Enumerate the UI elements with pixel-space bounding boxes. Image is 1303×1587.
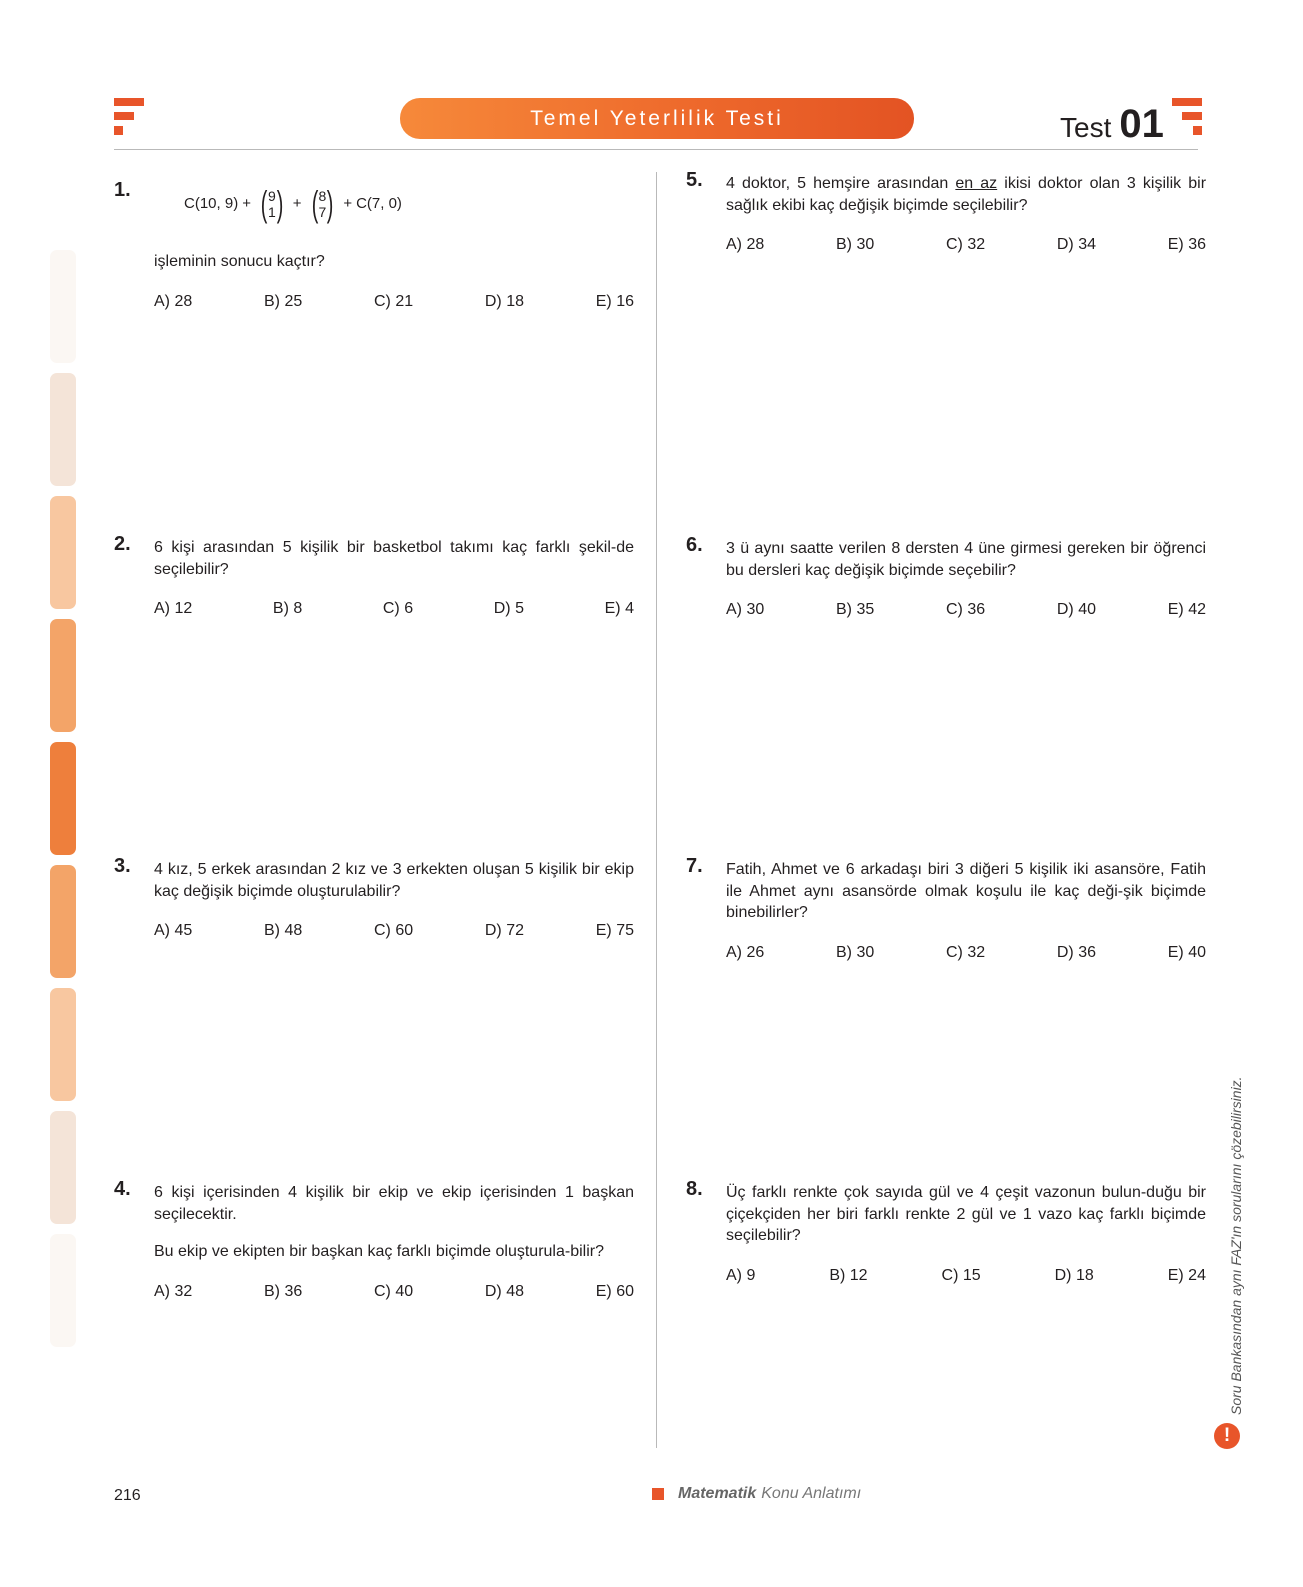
option-c[interactable]: C) 40 (374, 1282, 414, 1300)
option-e[interactable]: E) 60 (595, 1282, 634, 1300)
answer-options (154, 291, 634, 313)
binomial-2-top: 8 (318, 188, 327, 204)
binomial-1-top: 9 (267, 188, 276, 204)
formula-c1: C(10, 9) (184, 195, 239, 213)
option-c[interactable]: C) 32 (946, 943, 986, 961)
option-a[interactable]: A) 9 (726, 1266, 756, 1284)
brand-logo-left (114, 98, 144, 138)
side-tab (50, 373, 76, 486)
question-stem: Üç farklı renkte çok sayıda gül ve 4 çeşit vazonun bulun-duğu bir çiçekçiden her biri farklı renkte 2 gül ve 1 vazo kaç farklı biçimde seçilebilir? (726, 1184, 1206, 1244)
question-stem: Bu ekip ve ekipten bir başkan kaç farklı biçimde oluşturula-bilir? (154, 1243, 604, 1260)
question-number: 2. (114, 533, 131, 555)
question-8 (686, 1178, 1206, 1286)
answer-options (726, 1265, 1206, 1287)
exclamation-icon: ! (1214, 1423, 1240, 1449)
side-tab (50, 742, 76, 855)
option-d[interactable]: D) 18 (1054, 1266, 1094, 1284)
square-icon (652, 1488, 664, 1500)
option-e[interactable]: E) 42 (1167, 601, 1206, 618)
binomial-1-bottom: 1 (267, 204, 276, 220)
question-number: 7. (686, 855, 703, 877)
column-divider (656, 172, 657, 1448)
option-a[interactable]: A) 32 (154, 1282, 193, 1300)
question-number: 3. (114, 855, 131, 877)
option-a[interactable]: A) 28 (726, 236, 765, 253)
option-d[interactable]: D) 48 (484, 1282, 524, 1300)
option-b[interactable]: B) 30 (836, 236, 875, 253)
question-number: 6. (686, 534, 703, 556)
question-1 (114, 179, 634, 312)
option-e[interactable]: E) 36 (1167, 236, 1206, 253)
option-d[interactable]: D) 18 (484, 292, 524, 310)
question-2 (114, 533, 634, 620)
answer-options (726, 599, 1206, 621)
option-a[interactable]: A) 26 (726, 943, 765, 961)
test-number: 01 (1119, 102, 1164, 146)
option-b[interactable]: B) 48 (264, 922, 303, 939)
option-b[interactable]: B) 25 (264, 292, 303, 310)
side-tab (50, 988, 76, 1101)
option-e[interactable]: E) 40 (1167, 943, 1206, 961)
answer-options (154, 598, 634, 620)
question-4 (114, 1178, 634, 1302)
binomial-2-bottom: 7 (318, 204, 327, 220)
option-c[interactable]: C) 15 (941, 1266, 981, 1284)
option-d[interactable]: D) 72 (484, 922, 524, 939)
question-stem: 4 kız, 5 erkek arasından 2 kız ve 3 erkekten oluşan 5 kişilik bir ekip kaç değişik biçimde oluşturulabilir? (154, 861, 634, 900)
option-a[interactable]: A) 12 (154, 600, 193, 617)
option-b[interactable]: B) 35 (836, 601, 875, 618)
question-7 (686, 855, 1206, 963)
footer-book-title (652, 1485, 861, 1503)
test-label (1060, 102, 1164, 146)
option-e[interactable]: E) 75 (595, 922, 634, 939)
page-number: 216 (114, 1487, 141, 1504)
binomial-2: ( 8 7 ) (311, 183, 334, 224)
question-number: 5. (686, 169, 703, 191)
question-intro: 6 kişi içerisinden 4 kişilik bir ekip ve ekip içerisinden 1 başkan seçilecektir. (154, 1184, 634, 1223)
stem-part: ikisi doktor olan 3 kişilik bir sağlık ekibi kaç değişik biçimde seçilebilir? (726, 175, 1207, 214)
option-c[interactable]: C) 6 (382, 600, 414, 617)
header-divider (114, 149, 1198, 150)
side-tab (50, 865, 76, 978)
formula-plus: + (242, 195, 251, 213)
stem-part: 4 doktor, 5 hemşire arasından (726, 175, 956, 192)
side-tab (50, 496, 76, 609)
side-tab (50, 1111, 76, 1224)
option-a[interactable]: A) 28 (154, 292, 193, 310)
option-e[interactable]: E) 4 (604, 600, 634, 617)
formula-plus: + (292, 195, 302, 213)
brand-logo-right (1172, 98, 1202, 138)
option-d[interactable]: D) 40 (1056, 601, 1096, 618)
option-e[interactable]: E) 24 (1167, 1266, 1206, 1284)
book-title-rest: Konu Anlatımı (761, 1485, 862, 1502)
stem-underlined: en az (955, 175, 998, 192)
test-word: Test (1060, 112, 1112, 143)
option-b[interactable]: B) 12 (829, 1266, 868, 1284)
answer-options (726, 234, 1206, 256)
option-c[interactable]: C) 36 (946, 601, 986, 618)
side-note: Soru Bankasından aynı FAZ'ın sorularını çözebilirsiniz. (1228, 1076, 1244, 1415)
formula-plus: + (343, 195, 353, 213)
side-tab (50, 250, 76, 363)
side-tab (50, 619, 76, 732)
question-number: 1. (114, 179, 131, 201)
binomial-1: ( 9 1 ) (260, 183, 284, 224)
option-c[interactable]: C) 21 (374, 292, 414, 310)
question-6 (686, 534, 1206, 621)
question-stem: 6 kişi arasından 5 kişilik bir basketbol takımı kaç farklı şekil-de seçilebilir? (154, 539, 634, 578)
formula-c2: C(7, 0) (356, 195, 402, 213)
answer-options (726, 942, 1206, 964)
banner-title: Temel Yeterlilik Testi (400, 98, 914, 139)
option-a[interactable]: A) 30 (726, 601, 765, 618)
option-d[interactable]: D) 34 (1056, 236, 1096, 253)
option-b[interactable]: B) 36 (264, 1282, 303, 1300)
side-tab (50, 1234, 76, 1347)
answer-options (154, 1281, 634, 1303)
option-e[interactable]: E) 16 (595, 292, 634, 310)
option-d[interactable]: D) 5 (493, 600, 524, 617)
book-title-bold: Matematik (678, 1485, 757, 1502)
question-stem: Fatih, Ahmet ve 6 arkadaşı biri 3 diğeri 5 kişilik iki asansöre, Fatih ile Ahmet aynı asansörde olmak koşulu ile kaç deği-şik biçimde binebilirler? (726, 861, 1206, 921)
option-a[interactable]: A) 45 (154, 922, 193, 939)
formula (184, 183, 634, 225)
option-c[interactable]: C) 60 (374, 922, 414, 939)
option-b[interactable]: B) 8 (272, 600, 303, 617)
question-stem (726, 173, 1206, 216)
answer-options (154, 920, 634, 942)
question-stem: 3 ü aynı saatte verilen 8 dersten 4 üne girmesi gereken bir öğrenci bu dersleri kaç değişik biçimde seçebilir? (726, 540, 1206, 579)
question-number: 4. (114, 1178, 131, 1200)
question-stem: işleminin sonucu kaçtır? (154, 253, 325, 270)
option-d[interactable]: D) 36 (1056, 943, 1096, 961)
option-c[interactable]: C) 32 (946, 236, 986, 253)
question-3 (114, 855, 634, 942)
question-number: 8. (686, 1178, 703, 1200)
question-5 (686, 169, 1207, 256)
option-b[interactable]: B) 30 (836, 943, 875, 961)
